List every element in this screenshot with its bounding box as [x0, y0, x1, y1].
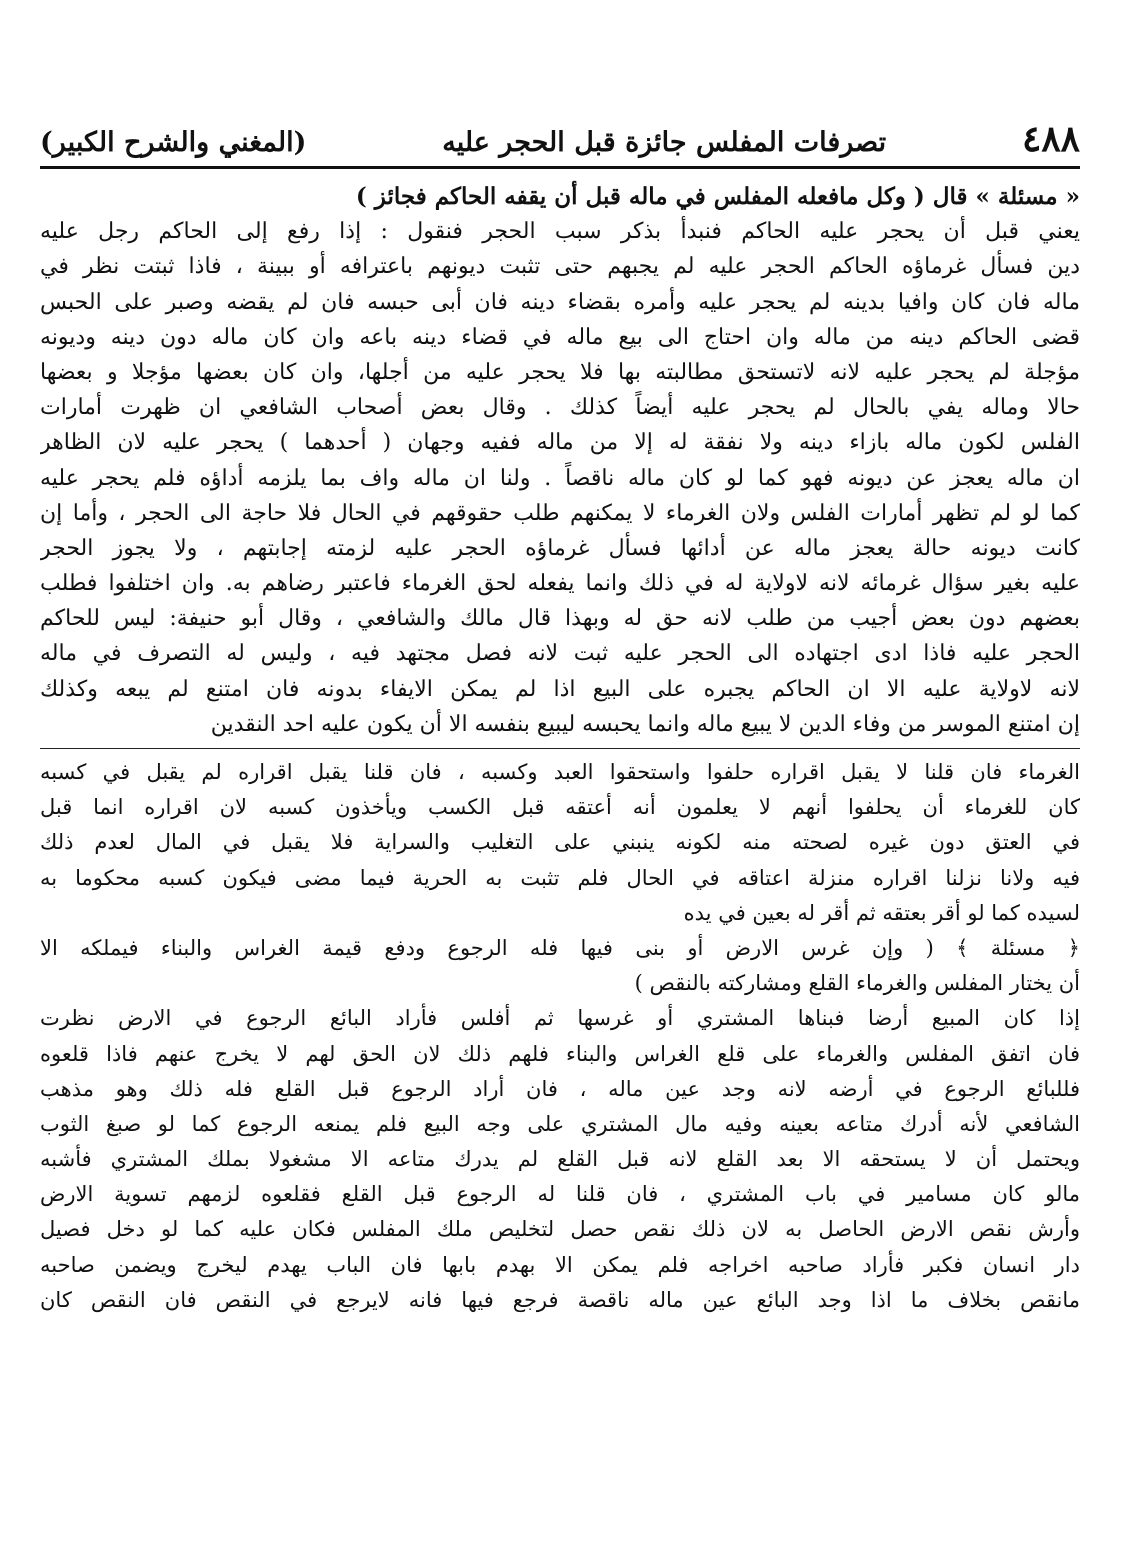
text-line: عليه بغير سؤال غرمائه لانه لاولاية له في ذلك وانما يفعله لحق الغرماء فاعتبر رضاهم به. وان اختلفوا فطلب [40, 571, 1080, 597]
page-header [40, 118, 1080, 158]
commentary-line: في العتق دون غيره لصحته منه لكونه ينبني على التغليب والسراية فلا يقبل في المال لعدم ذلك [40, 830, 1080, 855]
commentary-line: الغرماء فان قلنا لا يقبل اقراره حلفوا واستحقوا العبد وكسبه ، فان قلنا يقبل اقراره لم يقبل في كسبه [40, 760, 1080, 784]
commentary-line: إذا كان المبيع أرضا فبناها المشتري أو غرسها ثم أفلس فأراد البائع الرجوع في الارض نظرت [40, 1006, 1080, 1031]
main-text-block [40, 179, 1080, 742]
commentary-line: ﴿ مسئلة ﴾ ( وإن غرس الارض أو بنى فيها فله الرجوع ودفع قيمة الغراس والبناء فيملكه الا [40, 935, 1080, 960]
text-line: ان ماله يعجز عن ديونه فهو كما لو كان ماله ناقصاً . ولنا ان ماله واف بما يلزمه أداؤه فلم يحجر عليه [40, 465, 1080, 491]
text-line: قضى الحاكم دينه من ماله وان احتاج الى بيع ماله في قضاء دينه باعه وان كان ماله دون دينه وديونه [40, 324, 1080, 350]
text-line: إن امتنع الموسر من وفاء الدين لا يبيع ماله وانما يحبسه ليبيع بنفسه الا أن يكون عليه احد النقدين [210, 711, 1080, 737]
commentary-line: لسيده كما لو أقر بعتقه ثم أقر له بعين في يده [683, 900, 1080, 925]
text-line: « مسئلة » قال ( وكل مافعله المفلس في ماله قبل أن يقفه الحاكم فجائز ) [355, 183, 1080, 210]
text-line: ماله فان كان وافيا بدينه لم يحجر عليه وأمره بقضاء دينه فان أبى حبسه فان لم يقضه وصبر على الحبس [40, 289, 1080, 315]
commentary-line: ويحتمل أن لا يستحقه الا بعد القلع لانه قبل القلع لم يدرك متاعه الا مشغولا بملك المشتري فأشبه [40, 1147, 1080, 1172]
book-title: (المغني والشرح الكبير) [40, 127, 307, 158]
header-rule [40, 166, 1080, 169]
text-line: كانت ديونه حالة يعجز ماله عن أدائها فسأل غرماؤه الحجر عليه لزمته إجابتهم ، ولا يجوز الحجر [40, 535, 1080, 561]
text-line: كما لو لم تظهر أمارات الفلس ولان الغرماء لا يمكنهم طلب حقوقهم في الحال فلا حاجة الى الحجر ، وأما إن [40, 500, 1080, 526]
commentary-line: فان اتفق المفلس والغرماء على قلع الغراس والبناء فلهم ذلك لان الحق لهم لا يخرج عنهم فاذا قلعوه [40, 1041, 1080, 1066]
running-title: تصرفات المفلس جائزة قبل الحجر عليه [442, 127, 887, 158]
commentary-line: كان للغرماء أن يحلفوا أنهم لا يعلمون أنه أعتقه قبل الكسب ويأخذون كسبه لان اقراره انما قبل [40, 795, 1080, 820]
commentary-line: وأرش نقص الارض الحاصل به لان ذلك نقص حصل لتخليص ملك المفلس فكان عليه كما لو دخل فصيل [40, 1217, 1080, 1242]
commentary-line: فللبائع الرجوع في أرضه لانه وجد عين ماله ، فان أراد الرجوع قبل القلع فله ذلك وهو مذهب [40, 1076, 1080, 1101]
page-number: ٤٨٨ [1021, 118, 1080, 160]
commentary-line: أن يختار المفلس والغرماء القلع ومشاركته بالنقص ) [634, 971, 1080, 996]
text-line: بعضهم دون بعض أجيب من طلب لانه حق له وبهذا قال مالك والشافعي ، وقال أبو حنيفة: ليس للحاكم [40, 606, 1080, 632]
commentary-line: الشافعي لأنه أدرك متاعه بعينه وفيه مال المشتري على وجه البيع فلم يمنعه الرجوع كما لو صبغ الثوب [40, 1111, 1080, 1136]
commentary-line: فيه ولانا نزلنا اقراره منزلة اعتاقه في الحال فلم تثبت به الحرية فيما مضى فيكون كسبه محكوما به [40, 865, 1080, 890]
commentary-line: مالو كان مسامير في باب المشتري ، فان قلنا له الرجوع قبل القلع فقلعوه لزمهم تسوية الارض [40, 1182, 1080, 1207]
text-line: دين فسأل غرماؤه الحاكم الحجر عليه لم يجبهم حتى تثبت ديونهم باعترافه أو ببينة ، فاذا ثبتت نظر في [40, 254, 1080, 280]
commentary-line: دار انسان فكبر فأراد صاحبه اخراجه فلم يمكن الا بهدم بابها فان الباب يهدم ليخرج ويضمن صاحبه [40, 1252, 1080, 1277]
text-line: الحجر عليه فاذا ادى اجتهاده الى الحجر عليه ثبت لانه فصل مجتهد فيه ، وليس له التصرف في ماله [40, 641, 1080, 667]
book-page [40, 118, 1080, 1318]
text-line: مؤجلة لم يحجر عليه لانه لاتستحق مطالبته بها فلا يحجر عليه من أجلها، وان كان بعضها مؤجلا و بعضها [40, 359, 1080, 385]
text-line: الفلس لكون ماله بازاء دينه ولا نفقة له إلا من ماله ففيه وجهان ( أحدهما ) يحجر عليه لان الظاهر [40, 430, 1080, 456]
text-line: لانه لاولاية عليه الا ان الحاكم يجبره على البيع اذا لم يمكن الايفاء بدونه فان امتنع لم يبعه وكذلك [40, 676, 1080, 702]
commentary-block [40, 755, 1080, 1318]
commentary-line: مانقص بخلاف ما اذا وجد البائع عين ماله ناقصة فرجع فيها فانه لايرجع في النقص فان النقص كان [40, 1287, 1080, 1312]
section-divider [40, 748, 1080, 749]
text-line: يعني قبل أن يحجر عليه الحاكم فنبدأ بذكر سبب الحجر فنقول : إذا رفع إلى الحاكم رجل عليه [40, 219, 1080, 245]
text-line: حالا وماله يفي بالحال لم يحجر عليه أيضاً كذلك . وقال بعض أصحاب الشافعي ان ظهرت أمارات [40, 395, 1080, 421]
